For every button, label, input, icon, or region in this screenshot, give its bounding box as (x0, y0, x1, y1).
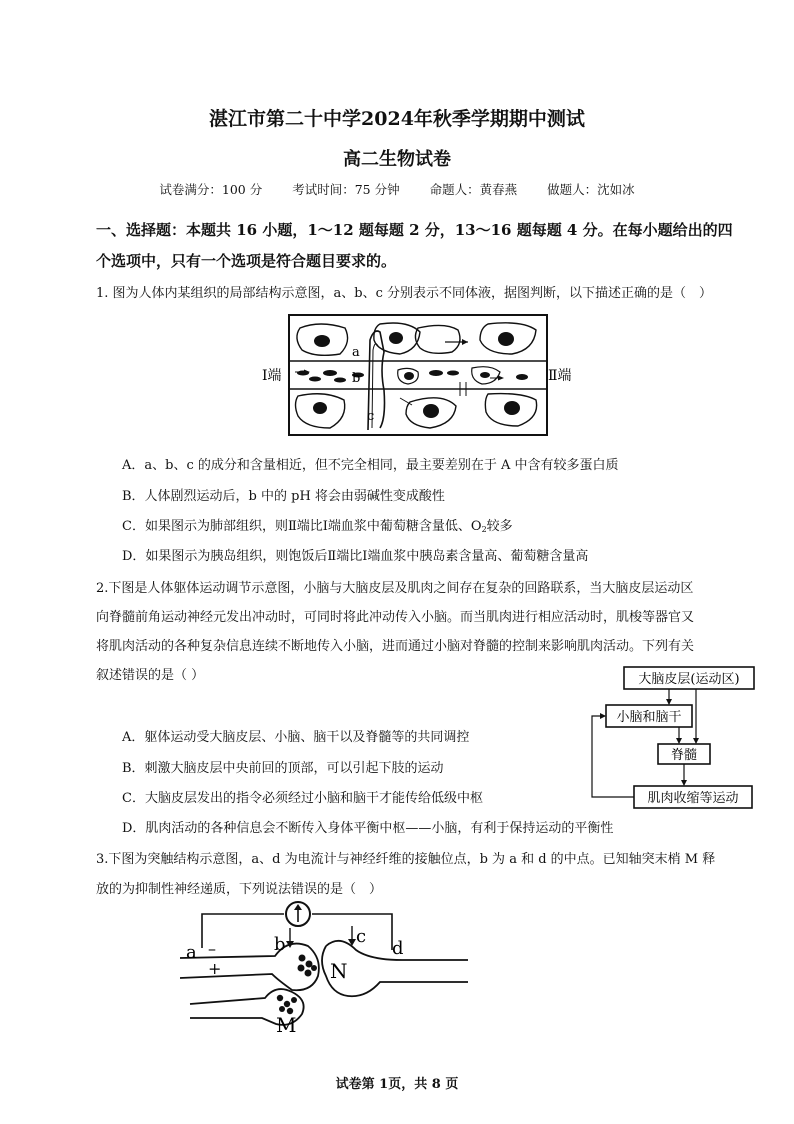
q2-box-spinal: 脊髓 (670, 748, 698, 763)
info-author: 命题人：黄春燕 (429, 182, 518, 197)
q2-box-muscle: 肌肉收缩等运动 (647, 791, 739, 806)
section-heading-line2: 个选项中，只有一个选项是符合题目要求的。 (96, 252, 397, 270)
q3-label-plus: + (208, 959, 222, 978)
q3-label-minus: – (208, 939, 216, 958)
q2-option-b: B．刺激大脑皮层中央前回的顶部，可以引起下肢的运动 (122, 761, 444, 776)
q1-option-a: A．a、b、c 的成分和含量相近，但不完全相同，最主要差别在于 A 中含有较多蛋白质 (122, 458, 619, 473)
q3-label-a: a (186, 942, 197, 963)
q2-box-cortex: 大脑皮层(运动区) (638, 672, 740, 687)
q1-option-c-main: C．如果图示为肺部组织，则Ⅱ端比Ⅰ端血浆中葡萄糖含量低、O (122, 519, 482, 534)
q2-stem-line1: 2.下图是人体躯体运动调节示意图，小脑与大脑皮层及肌肉之间存在复杂的回路联系，当大脑皮层运动区 (96, 581, 694, 596)
q1-label-c: c (367, 409, 375, 424)
info-solver: 做题人：沈如冰 (547, 182, 635, 197)
q3-label-d: d (392, 938, 404, 959)
q3-stem-line1: 3.下图为突触结构示意图，a、d 为电流计与神经纤维的接触位点，b 为 a 和 d 的中点。已知轴突末梢 M 释 (96, 852, 716, 867)
q2-option-a: A．躯体运动受大脑皮层、小脑、脑干以及脊髓等的共同调控 (122, 730, 470, 745)
q1-left-end-label: Ⅰ端 (262, 368, 282, 384)
q1-option-c-subscript: 2 (481, 525, 487, 534)
info-score: 试卷满分：100 分 (159, 182, 263, 197)
info-time: 考试时间：75 分钟 (292, 182, 400, 197)
q3-stem-line2: 放的为抑制性神经递质，下列说法错误的是（ ） (96, 882, 383, 897)
page-footer: 试卷第 1页，共 8 页 (335, 1077, 459, 1092)
q1-stem: 1. 图为人体内某组织的局部结构示意图，a、b、c 分别表示不同体液，据图判断，以下描述正确的是（ ） (96, 286, 713, 301)
q3-label-b: b (274, 934, 286, 955)
q1-option-b: B．人体剧烈运动后，b 中的 pH 将会由弱碱性变成酸性 (122, 489, 445, 504)
exam-info (0, 180, 794, 198)
q3-label-M: M (276, 1013, 297, 1037)
q2-motor-control-figure (584, 664, 759, 814)
q1-tissue-figure (260, 310, 580, 440)
q1-label-b: b (352, 371, 361, 386)
section-heading-line1: 一、选择题：本题共 16 小题，1～12 题每题 2 分，13～16 题每题 4 分。在每小题给出的四 (96, 221, 733, 239)
q1-option-c (122, 515, 513, 534)
exam-subtitle: 高二生物试卷 (343, 149, 451, 170)
q2-box-cerebellum: 小脑和脑干 (616, 710, 682, 725)
q1-option-d: D．如果图示为胰岛组织，则饱饭后Ⅱ端比Ⅰ端血浆中胰岛素含量高、葡萄糖含量高 (122, 549, 589, 564)
exam-title: 湛江市第二十中学2024年秋季学期期中测试 (209, 108, 585, 130)
q2-stem-line4: 叙述错误的是（ ） (96, 668, 205, 683)
q3-label-N: N (330, 959, 348, 983)
q3-synapse-figure (180, 898, 470, 1038)
q1-right-end-label: Ⅱ端 (548, 368, 572, 384)
q1-label-a: a (352, 345, 360, 360)
q2-option-c: C．大脑皮层发出的指令必须经过小脑和脑干才能传给低级中枢 (122, 791, 483, 806)
q3-label-c: c (356, 926, 367, 947)
q2-option-d: D．肌肉活动的各种信息会不断传入身体平衡中枢——小脑，有利于保持运动的平衡性 (122, 821, 614, 836)
q2-stem-line2: 向脊髓前角运动神经元发出冲动时，可同时将此冲动传入小脑。而当肌肉进行相应活动时，肌梭等器官又 (96, 610, 695, 625)
q2-stem-line3: 将肌肉活动的各种复杂信息连续不断地传入小脑，进而通过小脑对脊髓的控制来影响肌肉活动。下列有关 (96, 639, 695, 654)
q1-option-c-tail: 较多 (486, 519, 513, 534)
